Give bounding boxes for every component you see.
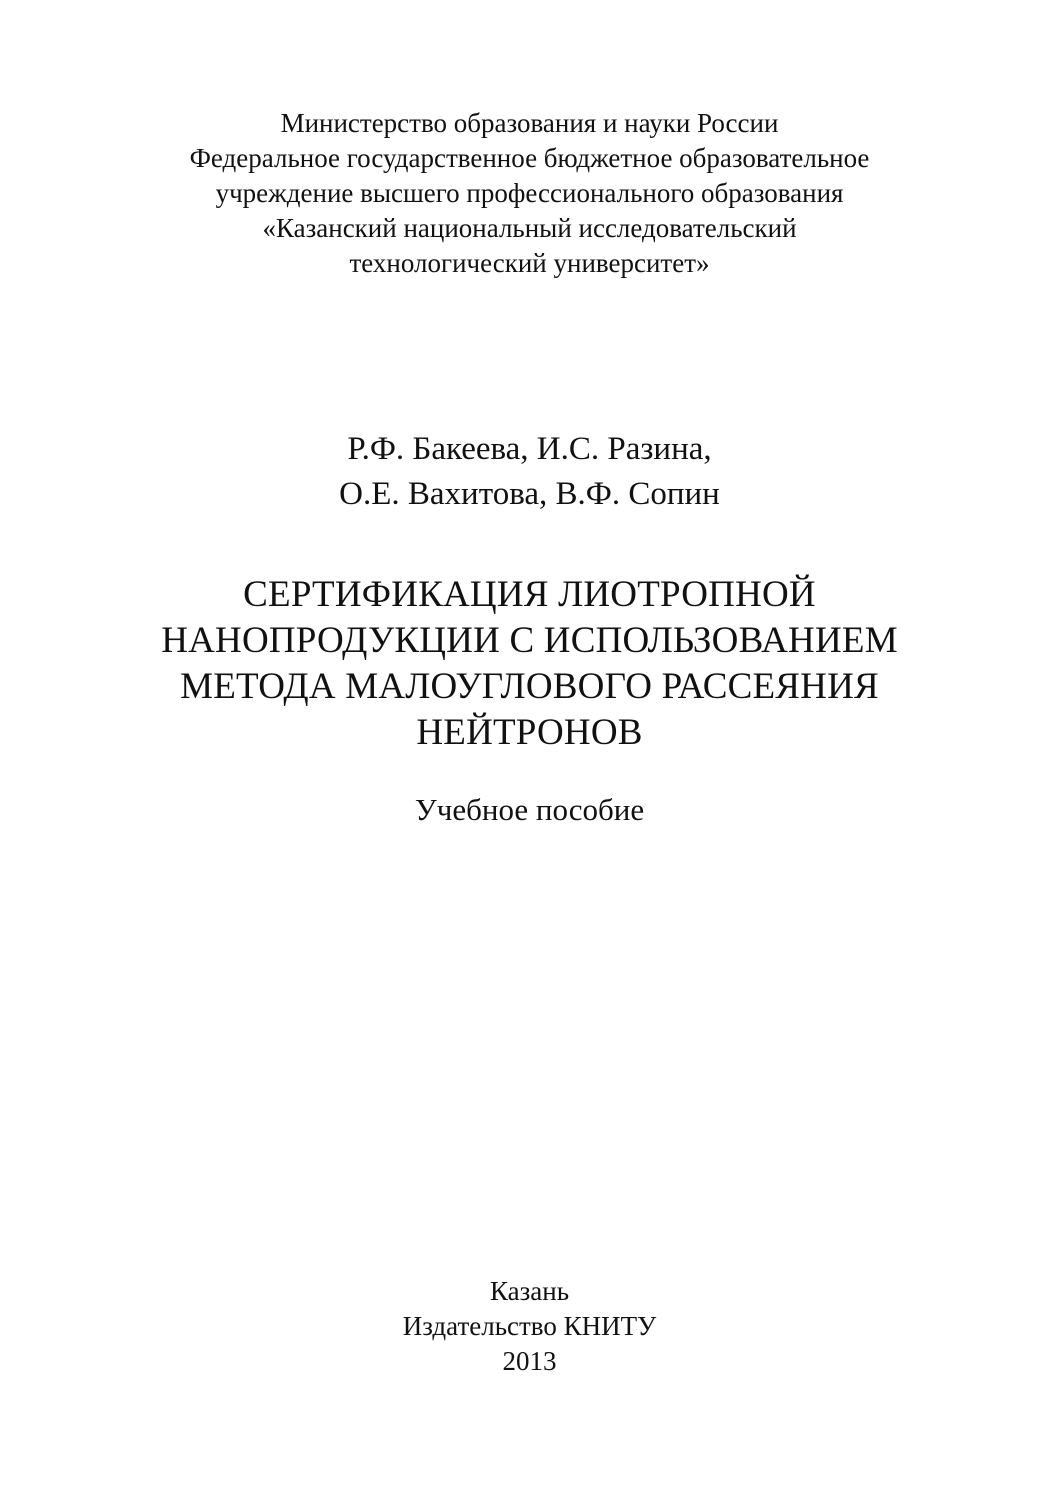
- title-line: СЕРТИФИКАЦИЯ ЛИОТРОПНОЙ: [243, 574, 816, 615]
- authors-line: О.Е. Вахитова, В.Ф. Сопин: [339, 476, 720, 512]
- institution-header: [0, 106, 1059, 281]
- subtitle-text: Учебное пособие: [414, 792, 645, 827]
- book-title: [0, 572, 1059, 756]
- imprint-city: Казань: [489, 1276, 570, 1306]
- title-line: МЕТОДА МАЛОУГЛОВОГО РАССЕЯНИЯ: [180, 666, 879, 707]
- institution-line: учреждение высшего профессионального образования: [215, 178, 844, 208]
- authors: [0, 427, 1059, 517]
- imprint: [0, 1274, 1059, 1379]
- authors-line: Р.Ф. Бакеева, И.С. Разина,: [347, 431, 712, 467]
- title-line: НЕЙТРОНОВ: [416, 712, 643, 753]
- imprint-publisher: Издательство КНИТУ: [402, 1311, 657, 1341]
- imprint-year: 2013: [502, 1346, 557, 1376]
- institution-line: Федеральное государственное бюджетное образовательное: [189, 143, 870, 173]
- book-subtitle: [0, 790, 1059, 830]
- institution-line: Министерство образования и науки России: [280, 108, 779, 138]
- title-line: НАНОПРОДУКЦИИ С ИСПОЛЬЗОВАНИЕМ: [161, 620, 898, 661]
- institution-line: технологический университет»: [349, 248, 710, 278]
- institution-line: «Казанский национальный исследовательский: [262, 213, 797, 243]
